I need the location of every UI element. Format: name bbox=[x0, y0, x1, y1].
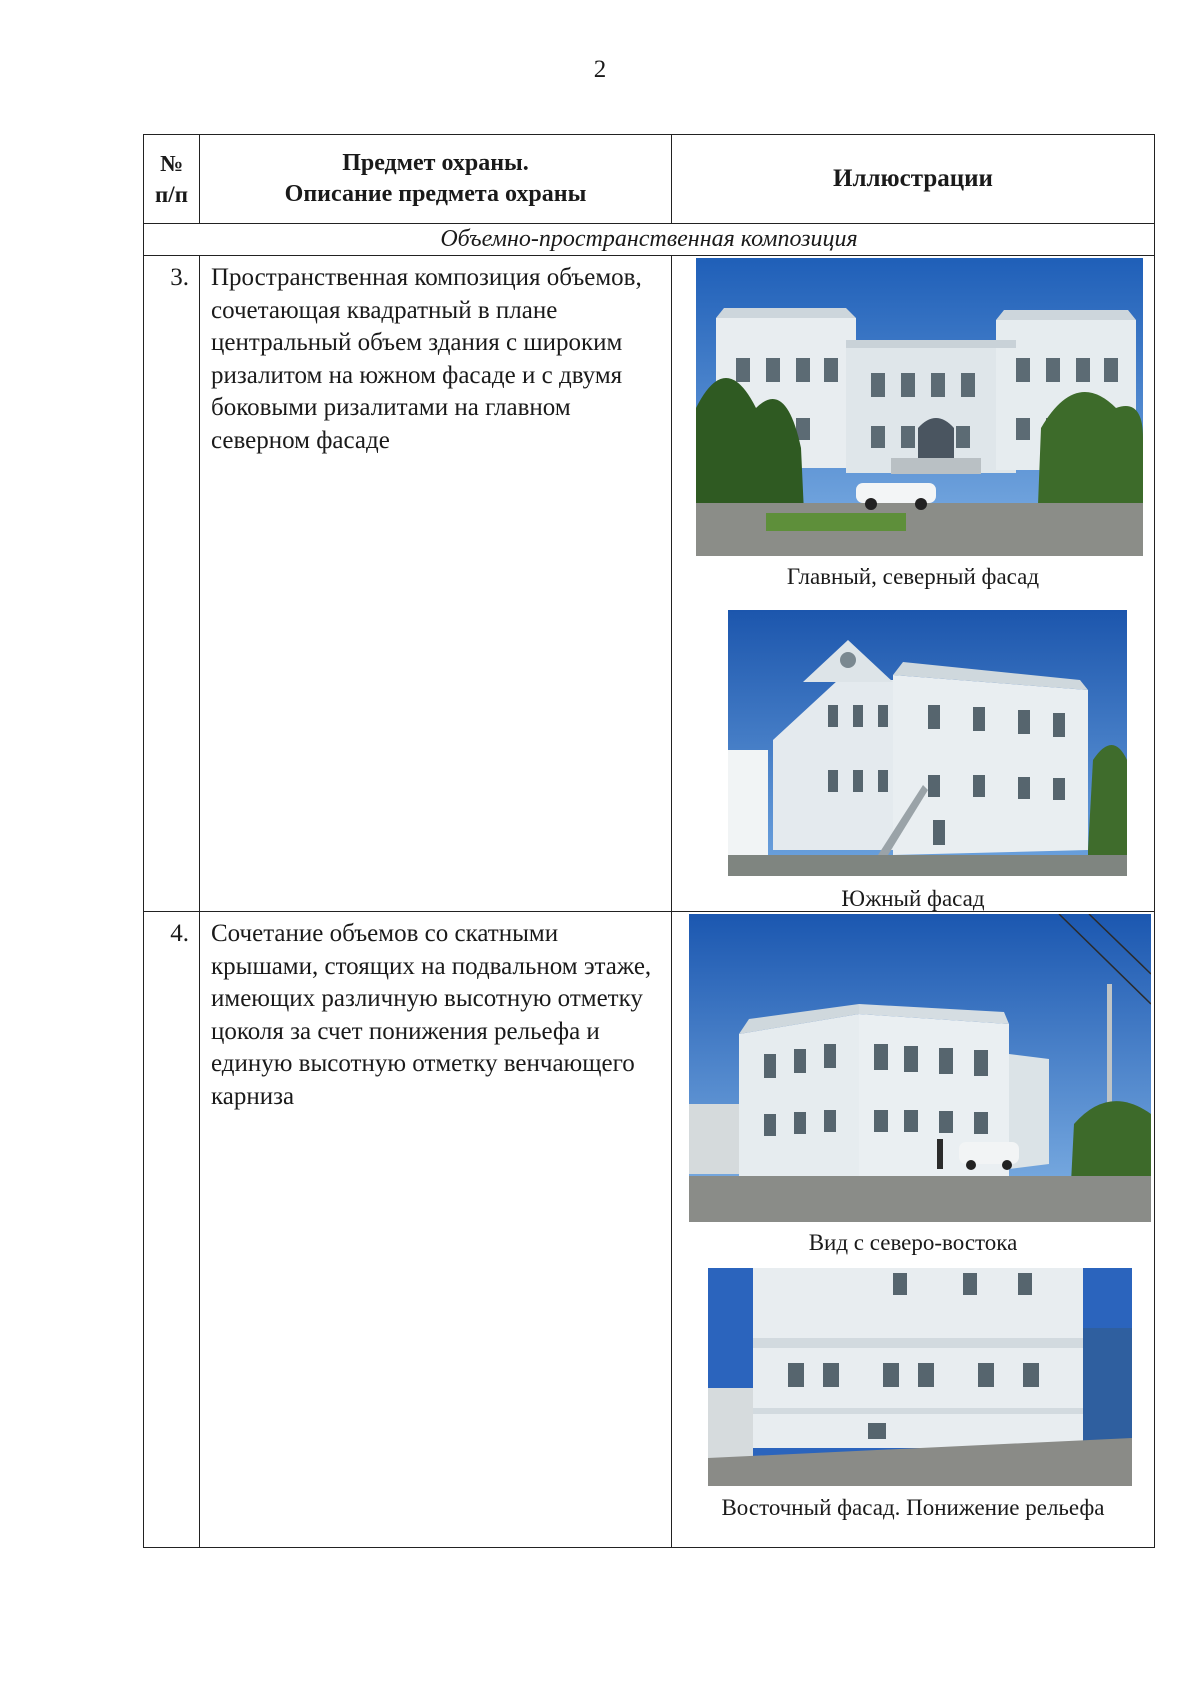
page-number: 2 bbox=[593, 56, 607, 83]
photo-south-facade bbox=[728, 610, 1127, 876]
row-description: Пространственная композиция объемов, сочетающая квадратный в плане центральный объем здания с широким ризалитом на южном фасаде и с двумя боковыми ризалитами на главном северном фасаде bbox=[200, 256, 672, 911]
photo-caption: Восточный фасад. Понижение рельефа bbox=[721, 1495, 1105, 1520]
photo-caption: Главный, северный фасад bbox=[786, 564, 1040, 589]
table-row-4 bbox=[144, 911, 1154, 1547]
header-num-symbol: № bbox=[159, 150, 184, 176]
header-desc-line1: Предмет охраны. bbox=[342, 149, 529, 176]
header-illustrations-cell: Иллюстрации bbox=[833, 165, 993, 192]
header-num-abbr: п/п bbox=[155, 182, 188, 207]
photo-northeast-view bbox=[689, 914, 1151, 1222]
row-description: Сочетание объемов со скатными крышами, стоящих на подвальном этаже, имеющих различную высотную отметку цоколя за счет понижения рельефа и единую высотную отметку венчающего карниза bbox=[200, 912, 672, 1547]
photo-east-facade bbox=[708, 1268, 1132, 1486]
illustrations-cell bbox=[672, 912, 1154, 1547]
row-number: 4. bbox=[144, 912, 200, 1547]
header-desc-cell bbox=[200, 135, 672, 223]
protection-table bbox=[143, 134, 1155, 1548]
header-desc-line2: Описание предмета охраны bbox=[284, 181, 587, 207]
header-num-cell bbox=[144, 135, 200, 223]
table-header-row bbox=[144, 135, 1154, 223]
row-number: 3. bbox=[144, 256, 200, 911]
illustrations-cell bbox=[672, 256, 1154, 911]
photo-north-facade bbox=[696, 258, 1143, 556]
table-row-3 bbox=[144, 255, 1154, 911]
photo-caption: Южный фасад bbox=[841, 886, 985, 911]
photo-caption: Вид с северо-востока bbox=[808, 1230, 1018, 1255]
section-title: Объемно-пространственная композиция bbox=[144, 223, 1154, 255]
